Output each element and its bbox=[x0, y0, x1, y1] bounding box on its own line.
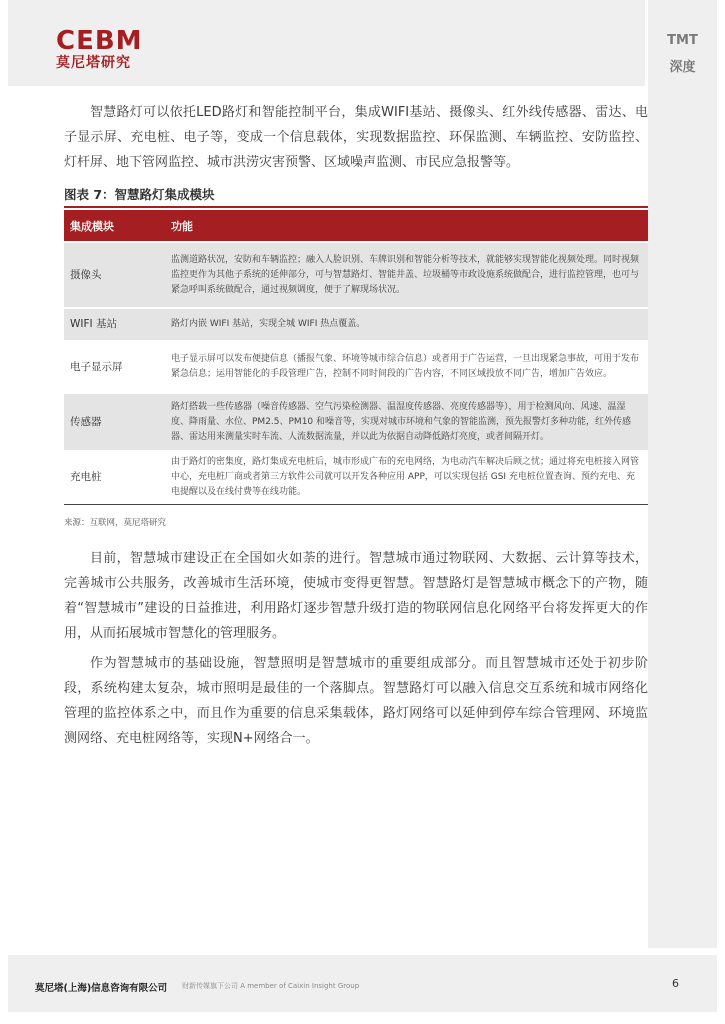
body-paragraph-2: 目前，智慧城市建设正在全国如火如荼的进行。智慧城市通过物联网、大数据、云计算等技术，完善城市公共服务，改善城市生活环境，使城市变得更智慧。智慧路灯是智慧城市概念下的产物，随着“智慧城市”建设的日益推进，利用路灯逐步智慧升级打造的物联网信息化网络平台将发挥更大的作用，从而拓展城市智慧化的管理服务。 bbox=[64, 551, 648, 641]
figure-source: 来源：互联网，莫尼塔研究 bbox=[64, 518, 167, 528]
table-header-row bbox=[64, 210, 648, 242]
function-cell: 路灯内嵌 WIFI 基站，实现全城 WIFI 热点覆盖。 bbox=[165, 308, 648, 341]
table-row bbox=[64, 341, 648, 393]
table-row bbox=[64, 451, 648, 504]
module-cell: 电子显示屏 bbox=[64, 341, 165, 393]
table-row bbox=[64, 242, 648, 308]
footer-member: 财新传媒旗下公司 A member of Caixin Insight Group bbox=[182, 982, 360, 990]
header-function: 功能 bbox=[165, 210, 648, 242]
module-cell: 摄像头 bbox=[64, 242, 165, 308]
function-cell: 监测道路状况，安防和车辆监控；融入人脸识别、车牌识别和智能分析等技术，就能够实现智能化视频处理。同时视频监控更作为其他子系统的延伸部分，可与智慧路灯、智能井盖、垃圾桶等市政设施系统做配合，进行监控管理，也可与紧急呼叫系统做配合，通过视频调度，便于了解现场状况。 bbox=[165, 242, 648, 308]
module-cell: 传感器 bbox=[64, 393, 165, 451]
function-cell: 路灯搭载一些传感器（噪音传感器、空气污染检测器、温湿度传感器、亮度传感器等），用于检测风向、风速、温湿度、降雨量、水位、PM2.5、PM10 和噪音等，实现对城市环境和气象的智能监测，预先报警灯多种功能，红外传感器、雷达用来测量实时车流、人流数据流量，并以此为依据自动降低路灯亮度，或者间隔开灯。 bbox=[165, 393, 648, 451]
function-cell: 电子显示屏可以发布便捷信息（播报气象、环境等城市综合信息）或者用于广告运营，一旦出现紧急事故，可用于发布紧急信息；运用智能化的手段管理广告，控制不同时间段的广告内容，不同区域投放不同广告，增加广告效应。 bbox=[165, 341, 648, 393]
header-module: 集成模块 bbox=[64, 210, 165, 242]
body-paragraph-1: 智慧路灯可以依托LED路灯和智能控制平台，集成WIFI基站、摄像头、红外线传感器、雷达、电子显示屏、充电桩、电子等，变成一个信息载体，实现数据监控、环保监测、车辆监控、安防监控、灯杆屏、地下管网监控、城市洪涝灾害预警、区域噪声监测、市民应急报警等。 bbox=[64, 105, 648, 170]
side-label: TMT bbox=[667, 33, 698, 48]
cebm-logo bbox=[56, 28, 148, 74]
logo-subtitle: 莫尼塔研究 bbox=[56, 55, 131, 71]
footer-company: 莫尼塔(上海)信息咨询有限公司 bbox=[35, 983, 168, 994]
logo-mark: CEBM bbox=[56, 26, 143, 56]
figure-title-rule bbox=[64, 206, 648, 208]
page-number: 6 bbox=[672, 977, 679, 990]
body-paragraph-3: 作为智慧城市的基础设施，智慧照明是智慧城市的重要组成部分。而且智慧城市还处于初步阶段，系统构建太复杂，城市照明是最佳的一个落脚点。智慧路灯可以融入信息交互系统和城市网络化管理的监控体系之中，而且作为重要的信息采集载体，路灯网络可以延伸到停车综合管理网、环境监测网络、充电桩网络等，实现N+网络合一。 bbox=[64, 656, 648, 746]
table-row bbox=[64, 308, 648, 341]
function-cell: 由于路灯的密集度，路灯集成充电桩后，城市形成广布的充电网络，为电动汽车解决后顾之忧；通过将充电桩接入网管中心，充电桩厂商或者第三方软件公司就可以开发各种应用 APP，可以实现包括 GSI 充电桩位置查询、预约充电、充电提醒以及在线付费等在线功能。 bbox=[165, 451, 648, 504]
side-sublabel: 深度 bbox=[669, 60, 696, 75]
module-cell: 充电桩 bbox=[64, 451, 165, 504]
table-row bbox=[64, 393, 648, 451]
module-table bbox=[64, 210, 648, 505]
module-cell: WIFI 基站 bbox=[64, 308, 165, 341]
side-band bbox=[648, 0, 717, 948]
figure-title: 图表 7：智慧路灯集成模块 bbox=[64, 187, 215, 202]
